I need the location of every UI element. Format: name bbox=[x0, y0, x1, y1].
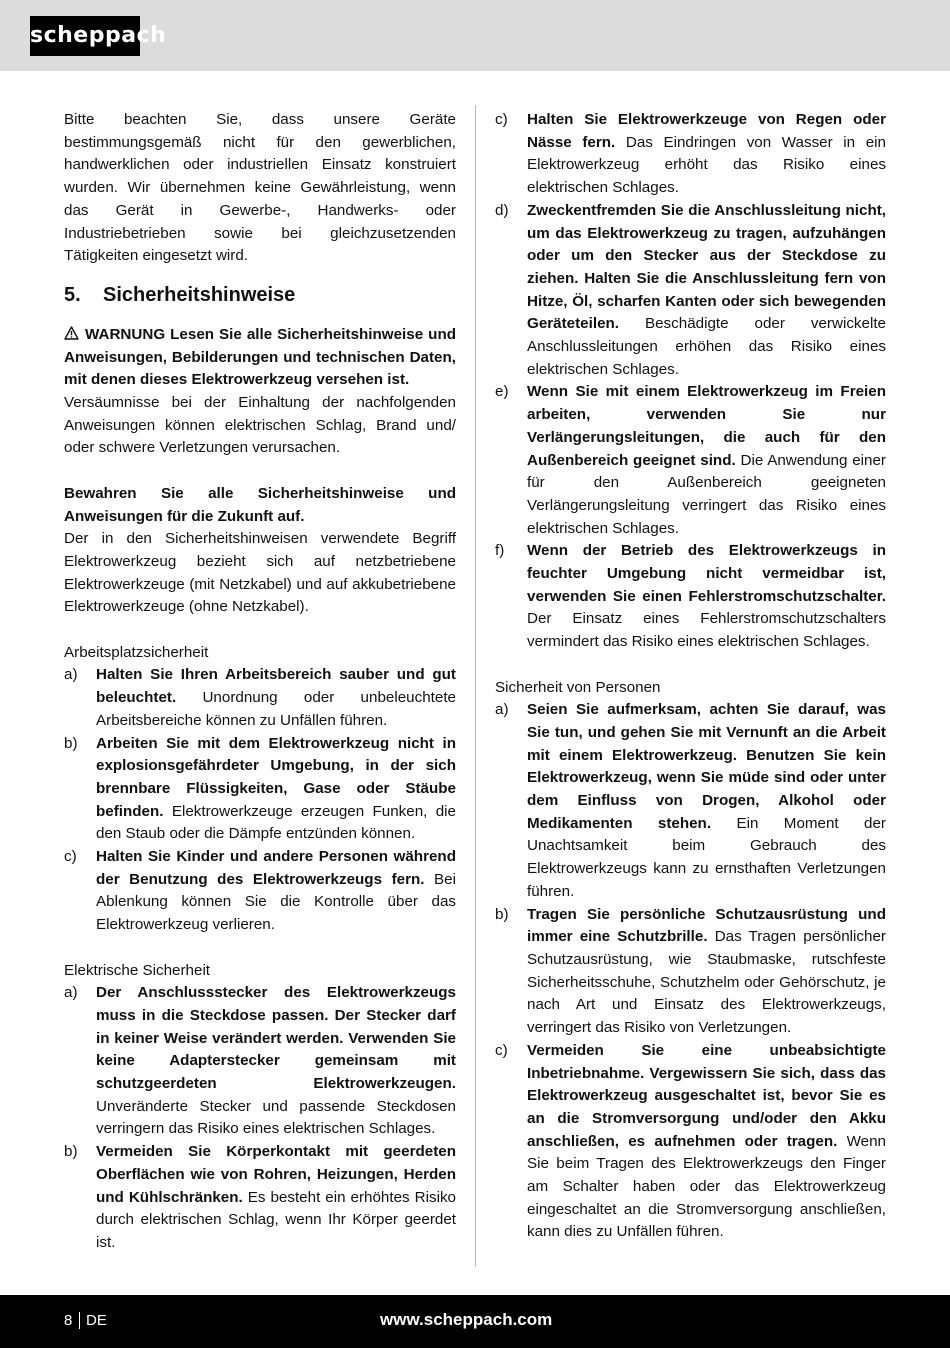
list-item: b) Arbeiten Sie mit dem Elektrowerkzeug nicht in explosionsgefährdeter Umgebung, in der sich brennbare Flüssigkeiten, Gase oder Stäube befinden. Elektrowerkzeuge erzeugen Funken, die den Staub oder die Dämpfe entzünden können. bbox=[64, 734, 456, 843]
page-number: 8 bbox=[64, 1312, 73, 1329]
list-item: b) Vermeiden Sie Körperkontakt mit geerdeten Oberflächen wie von Rohren, Heizungen, Herden und Kühlschränken. Es besteht ein erhöhtes Risiko durch elektrischen Schlag, wenn Ihr Körper geerdet ist. bbox=[64, 1143, 456, 1251]
section-title: Sicherheitshinweise bbox=[103, 283, 296, 306]
footer-separator bbox=[79, 1312, 80, 1329]
warning-paragraph bbox=[64, 324, 456, 392]
electrical-heading: Elektrische Sicherheit bbox=[64, 961, 211, 979]
list-item: c) Halten Sie Kinder und andere Personen während der Benutzung des Elektrowerkzeugs fern. Bei Ablenkung können Sie die Kontrolle über das Elektrowerkzeug verlieren. bbox=[64, 848, 456, 934]
warning-bold-text: WARNUNG Lesen Sie alle Sicherheitshinweise und Anweisungen, Bebilderungen und technischen Daten, mit denen dieses Elektrowerkzeug versehen ist. bbox=[64, 325, 456, 389]
list-item: a) Seien Sie aufmerksam, achten Sie darauf, was Sie tun, und gehen Sie mit Vernunft an die Arbeit mit einem Elektrowerkzeug. Benutzen Sie kein Elektrowerkzeug, wenn Sie müde sind oder unter dem Einfluss von Drogen, Alkohol oder Medikamenten stehen. Ein Moment der Unachtsamkeit beim Gebrauch des Elektrowerkzeugs kann zu ernsthaften Verletzungen führen. bbox=[495, 701, 886, 900]
personal-safety-heading: Sicherheit von Personen bbox=[495, 678, 661, 696]
section-heading bbox=[64, 277, 456, 313]
page-header bbox=[0, 0, 950, 71]
list-item: e) Wenn Sie mit einem Elektrowerkzeug im Freien arbeiten, verwenden Sie nur Verlängerungsleitungen, die auch für den Außenbereich geeignet sind. Die Anwendung einer für den Außenbereich geeigneten Verlängerungsleitung verringert das Risiko eines elektrischen Schlages. bbox=[495, 383, 886, 537]
keep-instructions-bold: Bewahren Sie alle Sicherheitshinweise und Anweisungen für die Zukunft auf. bbox=[64, 484, 456, 525]
section-number: 5. bbox=[64, 283, 81, 306]
language-code: DE bbox=[86, 1312, 107, 1329]
list-item: a) Der Anschlussstecker des Elektrowerkzeugs muss in die Steckdose passen. Der Stecker darf in keiner Weise verändert werden. Verwenden Sie keine Adapterstecker gemeinsam mit schutzgeerdeten Elektrowerkzeugen. Unveränderte Stecker und passende Steckdosen verringern das Risiko eines elektrischen Schlages. bbox=[64, 984, 456, 1138]
list-item: c) Halten Sie Elektrowerkzeuge von Regen oder Nässe fern. Das Eindringen von Wasser in ein Elektrowerkzeug erhöht das Risiko eines elektrischen Schlages. bbox=[495, 111, 886, 197]
page-footer bbox=[0, 1295, 950, 1348]
scheppach-logo: scheppach bbox=[30, 16, 140, 56]
list-item: a) Halten Sie Ihren Arbeitsbereich sauber und gut beleuchtet. Unordnung oder unbeleuchtete Arbeitsbereiche können zu Unfällen führen. bbox=[64, 666, 456, 729]
intro-paragraph: Bitte beachten Sie, dass unsere Geräte bestimmungsgemäß nicht für den gewerblichen, handwerklichen oder industriellen Einsatz konstruiert wurden. Wir übernehmen keine Gewährleistung, wenn das Gerät in Gewerbe-, Handwerks- oder Industriebetrieben sowie bei gleichzusetzenden Tätigkeiten eingesetzt wird. bbox=[64, 111, 456, 265]
keep-instructions-text: Der in den Sicherheitshinweisen verwendete Begriff Elektrowerkzeug bezieht sich auf netzbetriebene Elektrowerkzeuge (mit Netzkabel) und auf akkubetriebene Elektrowerkzeuge (ohne Netzkabel). bbox=[64, 530, 456, 616]
warning-text: Versäumnisse bei der Einhaltung der nachfolgenden Anweisungen können elektrischen Schlag, Brand und/ oder schwere Verletzungen verursachen. bbox=[64, 394, 456, 457]
warning-icon bbox=[64, 326, 79, 340]
left-column bbox=[64, 109, 456, 1255]
list-item: c) Vermeiden Sie eine unbeabsichtigte Inbetriebnahme. Vergewissern Sie sich, dass das Elektrowerkzeug ausgeschaltet ist, bevor Sie es an die Stromversorgung und/oder den Akku anschließen, es aufnehmen oder tragen. Wenn Sie beim Tragen des Elektrowerkzeugs den Finger am Schalter haben oder das Elektrowerkzeug eingeschaltet an die Stromversorgung anschließen, kann dies zu Unfällen führen. bbox=[495, 1041, 886, 1241]
website-url[interactable]: www.scheppach.com bbox=[380, 1310, 553, 1329]
list-item: d) Zweckentfremden Sie die Anschlussleitung nicht, um das Elektrowerkzeug zu tragen, aufzuhängen oder um den Stecker aus der Steckdose zu ziehen. Halten Sie die Anschlussleitung fern von Hitze, Öl, scharfen Kanten oder sich bewegenden Geräteteilen. Beschädigte oder verwickelte Anschlussleitungen erhöhen das Risiko eines elektrischen Schlages. bbox=[495, 201, 886, 378]
list-item: f) Wenn der Betrieb des Elektrowerkzeugs in feuchter Umgebung nicht vermeidbar ist, verwenden Sie einen Fehlerstromschutzschalter. Der Einsatz eines Fehlerstromschutzschalters vermindert das Risiko eines elektrischen Schlages. bbox=[495, 542, 886, 651]
column-divider bbox=[475, 105, 476, 1267]
workplace-heading: Arbeitsplatzsicherheit bbox=[64, 643, 209, 661]
right-column bbox=[495, 109, 886, 1244]
list-item: b) Tragen Sie persönliche Schutzausrüstung und immer eine Schutzbrille. Das Tragen persönlicher Schutzausrüstung, wie Staubmaske, rutschfeste Sicherheitsschuhe, Schutzhelm oder Gehörschutz, je nach Art und Einsatz des Elektrowerkzeugs, verringert das Risiko von Verletzungen. bbox=[495, 905, 886, 1037]
